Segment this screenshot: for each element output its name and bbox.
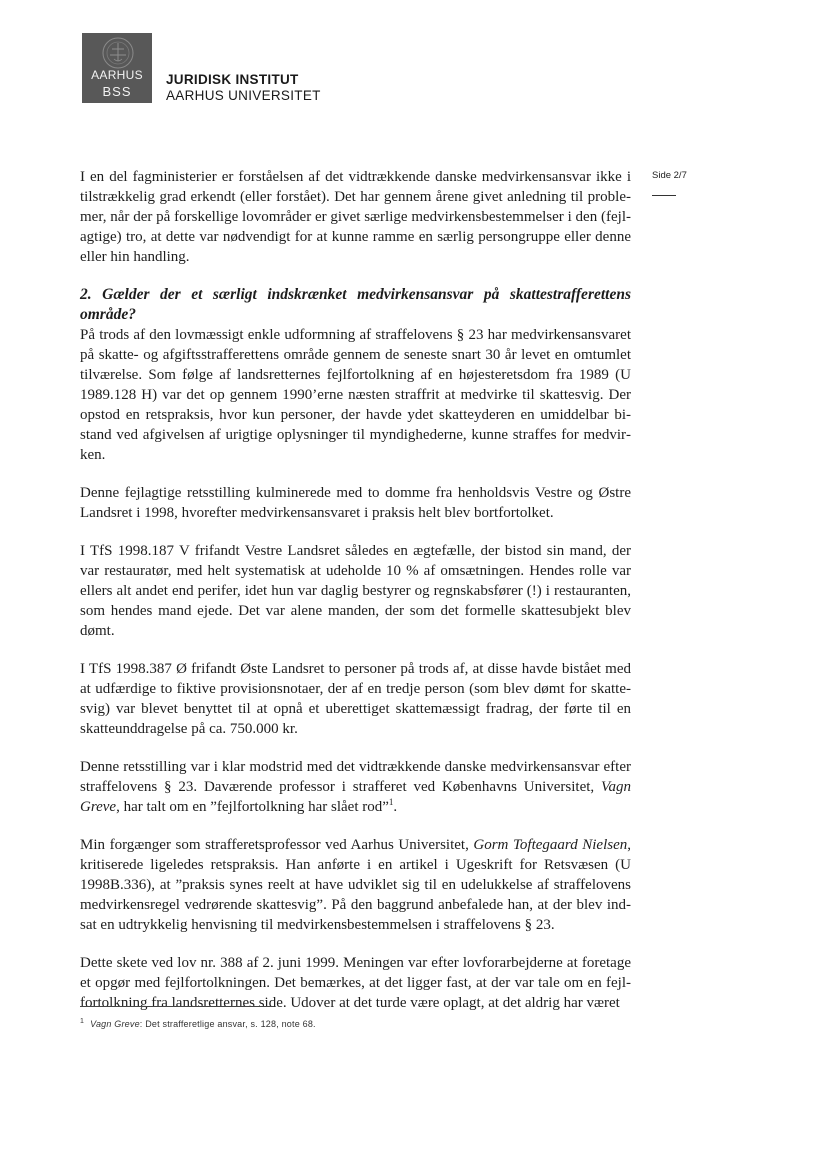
- paragraph-3: Denne fejlagtige retsstilling kulminerede med to domme fra henholdsvis Vestre og Østre Landsret i 1998, hvorefter medvirkensansvaret i praksis helt blev bortfortolket.: [80, 485, 631, 521]
- paragraph-6: [80, 757, 631, 817]
- author-name-nielsen: Gorm Toftegaard Nielsen: [473, 837, 628, 853]
- paragraph-6-end: .: [393, 799, 398, 815]
- page-number-rule: [652, 195, 676, 196]
- aarhus-bss-logo: [82, 33, 152, 103]
- paragraph-4: I TfS 1998.187 V frifandt Vestre Landsret således en ægtefælle, der bistod sin mand, der var restauratør, med helt systematisk at udeholde 10 % af omsætningen. Hendes rolle var ellers alt andet end perifer, idet hun var daglig bestyrer og regnskabsfører (!) i restauranten, som hendes mand ejede. Det var alene manden, der som det formelle skattesubjekt blev dømt.: [80, 543, 631, 639]
- paragraph-7-text-b: , kritiserede ligeledes retspraksis. Han anførte i en artikel i Ugeskrift for Retsvæsen (U 1998B.336), at ”praksis synes reelt at have udviklet sig til en udelukkelse af straffelovens medvirkensregel vedrørende skattesvig”. På den baggrund anbefalede han, at der blev indsat en udtrykkelig henvisning til medvirkensbestemmelsen i straffelovens § 23.: [80, 837, 631, 933]
- page-number: Side 2/7: [652, 170, 687, 181]
- footnote-author: Vagn Greve: [90, 1019, 140, 1029]
- footnote: [80, 1018, 316, 1029]
- paragraph-6-text-b: , har talt om en ”fejlfortolkning har slået rod”: [116, 799, 389, 815]
- section-heading: 2. Gælder der et særligt indskrænket medvirkensansvar på skattestrafferettens område?: [80, 286, 631, 323]
- paragraph-6-text-a: Denne retsstilling var i klar modstrid med det vidtrækkende danske medvirkensansvar efter straffelovens § 23. Daværende professor i strafferet ved Københavns Universitet,: [80, 759, 631, 795]
- university-name: AARHUS UNIVERSITET: [166, 88, 321, 103]
- document-body: [80, 167, 631, 1031]
- paragraph-7-text-a: Min forgænger som strafferetsprofessor ved Aarhus Universitet,: [80, 837, 474, 853]
- logo-bss-text: BSS: [102, 84, 132, 99]
- paragraph-5: I TfS 1998.387 Ø frifandt Øste Landsret to personer på trods af, at disse havde bistået med at udfærdige to fiktive provisionsnotaer, der af en tredje person (som blev dømt for skattesvig) var blevet benyttet til at opnå et uberettiget skattemæssigt fradrag, der førte til en skatteunddragelse på ca. 750.000 kr.: [80, 661, 631, 737]
- author-name-greve: Vagn Greve: [80, 779, 631, 815]
- paragraph-8: Dette skete ved lov nr. 388 af 2. juni 1999. Meningen var efter lovforarbejderne at foretage et opgør med fejlfortolkningen. Det bemærkes, at det ligger fast, at der var tale om en fejlfortolkning fra landsretternes side. Udover at det turde være oplagt, at det aldrig har været: [80, 955, 631, 1011]
- logo-aarhus-text: AARHUS: [91, 68, 143, 82]
- institute-name: JURIDISK INSTITUT: [166, 72, 299, 87]
- footnote-separator: [80, 1006, 274, 1007]
- footnote-reference[interactable]: 1: [388, 797, 394, 807]
- footnote-mark: 1: [80, 1018, 85, 1025]
- footnote-text: : Det strafferetlige ansvar, s. 128, note 68.: [139, 1019, 316, 1029]
- paragraph-1: I en del fagministerier er forståelsen af det vidtrækkende danske medvirkensansvar ikke i tilstrækkelig grad erkendt (eller forstået). Det har gennem årene givet anledning til problemer, når der på forskellige lovområder er givet særlige medvirkensbestemmelser i den (fejlagtige) tro, at dette var nødvendigt for at kunne ramme en særlig persongruppe eller denne eller hin handling.: [80, 169, 631, 265]
- paragraph-2: På trods af den lovmæssigt enkle udformning af straffelovens § 23 har medvirkensansvaret på skatte- og afgiftsstrafferettens område gennem de seneste snart 30 år levet en omtumlet tilværelse. Som følge af landsretternes fejlfortolkning af en højesteretsdom fra 1989 (U 1989.128 H) var det op gennem 1990’erne næsten straffrit at medvirke til skattesvig. Der opstod en retspraksis, hvor kun personer, der havde ydet skatteyderen en umiddelbar bistand ved afgivelsen af urigtige oplysninger til myndighederne, kunne straffes for medvirken.: [80, 327, 631, 463]
- paragraph-7: [80, 835, 631, 935]
